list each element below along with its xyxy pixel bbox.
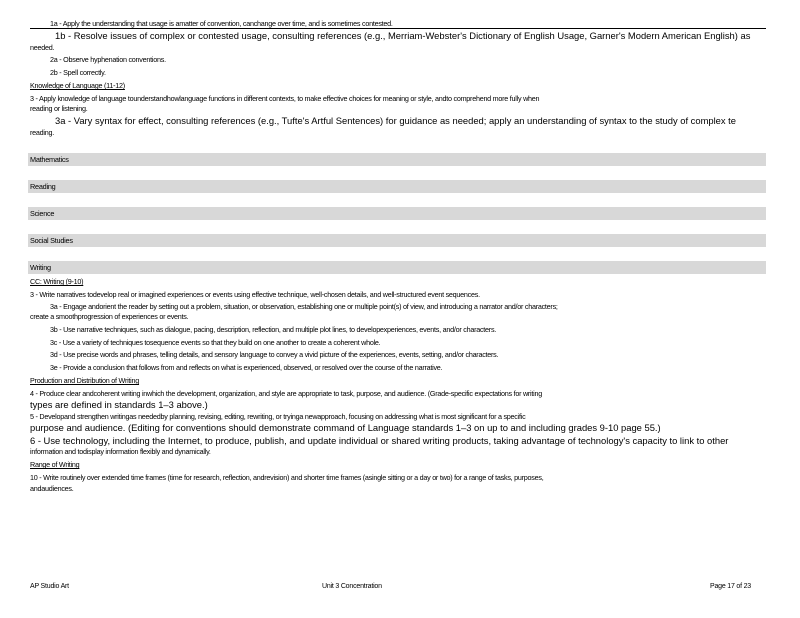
writing-standard-10-continued: andaudiences. [30,484,74,493]
writing-standard-5: 5 - Developand strengthen writingas neededby planning, revising, editing, rewriting, or tryinga newapproach, focusing on addressing what is most significant for a specific [30,412,526,421]
section-band-writing: Writing [28,261,766,274]
writing-standard-3c: 3c - Use a variety of techniques tosequence events so that they build on one another to create a coherent whole. [50,338,381,347]
production-distribution-heading: Production and Distribution of Writing [30,376,140,385]
writing-standard-3a: 3a - Engage andorient the reader by setting out a problem, situation, or observation, establishing one or multiple point(s) of view, and introducing a narrator and/or characters; [50,302,558,311]
standard-1a: 1a - Apply the understanding that usage is amatter of convention, canchange over time, and is sometimes contested. [50,19,393,28]
writing-standard-3d: 3d - Use precise words and phrases, telling details, and sensory language to convey a vivid picture of the experiences, events, setting, and/or characters. [50,350,499,359]
cc-writing-heading: CC: Writing (9-10) [30,277,84,286]
writing-standard-4-continued: types are defined in standards 1–3 above.) [30,399,208,410]
writing-standard-3a-continued: create a smoothprogression of experiences or events. [30,312,189,321]
writing-standard-4: 4 - Produce clear andcoherent writing inwhich the development, organization, and style are appropriate to task, purpose, and audience. (Grade-specific expectations for writing [30,389,542,398]
range-of-writing-heading: Range of Writing [30,460,80,469]
footer-page-number: Page 17 of 23 [710,583,751,590]
writing-standard-3e: 3e - Provide a conclusion that follows from and reflects on what is experienced, observed, or resolved over the course of the narrative. [50,363,443,372]
standard-3a: 3a - Vary syntax for effect, consulting references (e.g., Tufte's Artful Sentences) for guidance as needed; apply an understanding of syntax to the study of complex te [55,115,736,126]
section-band-science: Science [28,207,766,220]
footer-unit-title: Unit 3 Concentration [322,583,382,590]
writing-standard-6-continued: information and todisplay information flexibly and dynamically. [30,447,211,456]
standard-2b: 2b - Spell correctly. [50,68,106,77]
writing-standard-5-continued: purpose and audience. (Editing for conventions should demonstrate command of Language standards 1–3 on up to and including grades 9-10 page 55.) [30,422,661,433]
knowledge-of-language-heading: Knowledge of Language (11-12) [30,81,125,90]
section-band-reading: Reading [28,180,766,193]
standard-3-continued: reading or listening. [30,104,88,113]
standard-1b-continued: needed. [30,43,55,52]
section-band-social-studies: Social Studies [28,234,766,247]
writing-standard-3b: 3b - Use narrative techniques, such as dialogue, pacing, description, reflection, and multiple plot lines, to developexperiences, events, and/or characters. [50,325,497,334]
standard-2a: 2a - Observe hyphenation conventions. [50,55,166,64]
footer-course-title: AP Studio Art [30,583,69,590]
standard-3a-continued: reading. [30,128,54,137]
top-rule [30,28,766,29]
standard-3: 3 - Apply knowledge of language tounderstandhowlanguage functions in different contexts, to make effective choices for meaning or style, andto comprehend more fully when [30,94,540,103]
standard-1b: 1b - Resolve issues of complex or contested usage, consulting references (e.g., Merriam-Webster's Dictionary of English Usage, Garner's Modern American English) as [55,30,751,41]
section-band-mathematics: Mathematics [28,153,766,166]
writing-standard-10: 10 - Write routinely over extended time frames (time for research, reflection, andrevision) and shorter time frames (asingle sitting or a day or two) for a range of tasks, purposes, [30,473,544,482]
writing-standard-3: 3 - Write narratives todevelop real or imagined experiences or events using effective technique, well-chosen details, and well-structured event sequences. [30,290,480,299]
writing-standard-6: 6 - Use technology, including the Internet, to produce, publish, and update individual or shared writing products, taking advantage of technology's capacity to link to other [30,435,729,446]
